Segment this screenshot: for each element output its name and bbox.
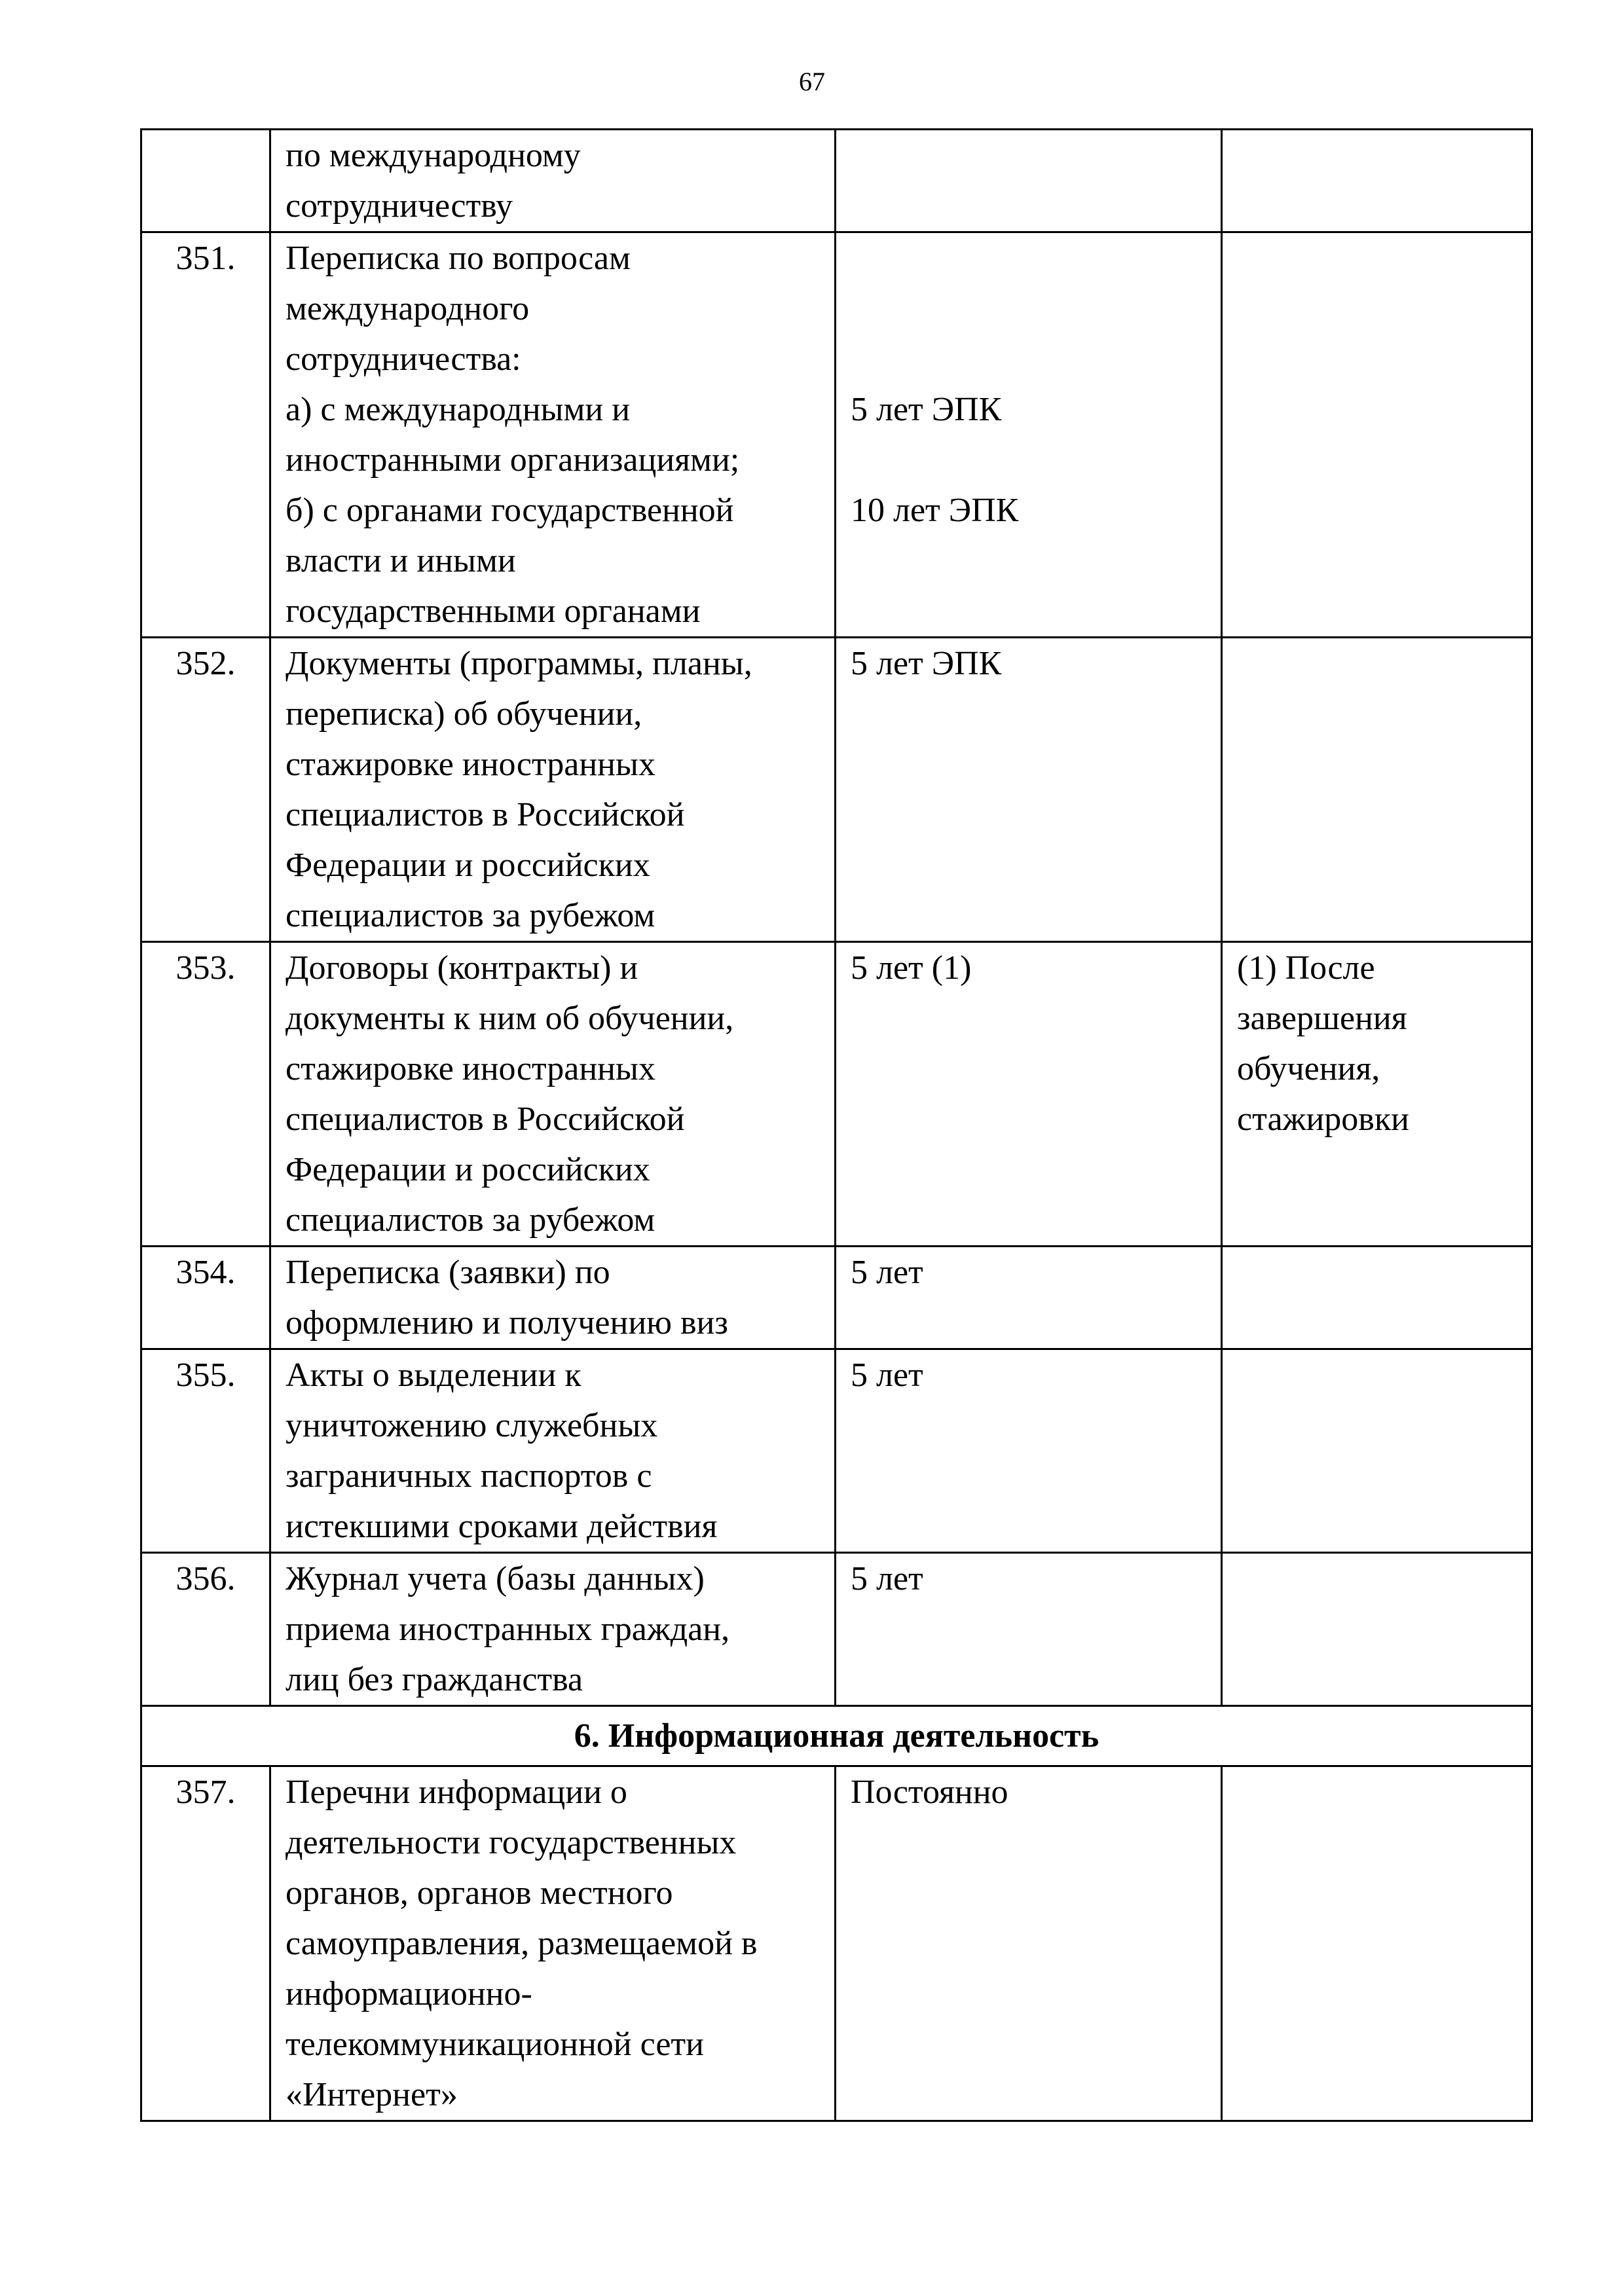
row-note bbox=[1222, 942, 1532, 1247]
row-number: 357. bbox=[141, 1766, 270, 2121]
table-row bbox=[141, 942, 1532, 1247]
term-line: 5 лет ЭПК bbox=[851, 645, 1002, 682]
retention-table bbox=[140, 128, 1533, 2122]
term-line: 5 лет bbox=[851, 1357, 923, 1394]
title-line: заграничных паспортов с bbox=[286, 1457, 652, 1495]
row-term bbox=[836, 232, 1222, 638]
title-line: истекшими сроками действия bbox=[286, 1508, 718, 1545]
title-line: сотрудничеству bbox=[286, 187, 513, 225]
note-line: стажировки bbox=[1237, 1101, 1409, 1138]
row-title bbox=[270, 1349, 836, 1553]
title-line: документы к ним об обучении, bbox=[286, 1000, 734, 1037]
row-note bbox=[1222, 1553, 1532, 1706]
row-title bbox=[270, 638, 836, 942]
row-note bbox=[1222, 1349, 1532, 1553]
row-term bbox=[836, 942, 1222, 1247]
row-note bbox=[1222, 1247, 1532, 1349]
title-line: Федерации и российских bbox=[286, 1151, 650, 1188]
row-term bbox=[836, 130, 1222, 232]
row-term bbox=[836, 1766, 1222, 2121]
row-term bbox=[836, 1349, 1222, 1553]
title-line: Журнал учета (базы данных) bbox=[286, 1560, 705, 1597]
title-line: оформлению и получению виз bbox=[286, 1304, 728, 1341]
title-line: переписка) об обучении, bbox=[286, 695, 642, 733]
title-line: органов, органов местного bbox=[286, 1874, 673, 1912]
term-line: 5 лет (1) bbox=[851, 949, 972, 987]
row-note bbox=[1222, 232, 1532, 638]
row-number: 353. bbox=[141, 942, 270, 1247]
section-row bbox=[141, 1706, 1532, 1766]
title-line: власти и иными bbox=[286, 542, 516, 579]
title-line: специалистов в Российской bbox=[286, 1101, 685, 1138]
title-line: самоуправления, размещаемой в bbox=[286, 1925, 758, 1962]
title-line: Федерации и российских bbox=[286, 847, 650, 884]
term-line: 5 лет bbox=[851, 1254, 923, 1291]
title-line: Перечни информации о bbox=[286, 1774, 627, 1811]
title-line: специалистов за рубежом bbox=[286, 1201, 655, 1239]
row-term bbox=[836, 1553, 1222, 1706]
row-number: 352. bbox=[141, 638, 270, 942]
row-number: 351. bbox=[141, 232, 270, 638]
page-number: 67 bbox=[799, 67, 825, 96]
row-term bbox=[836, 638, 1222, 942]
title-line: б) с органами государственной bbox=[286, 492, 734, 529]
row-title bbox=[270, 232, 836, 638]
row-term bbox=[836, 1247, 1222, 1349]
row-number: 354. bbox=[141, 1247, 270, 1349]
row-title bbox=[270, 1247, 836, 1349]
section-heading: 6. Информационная деятельность bbox=[141, 1706, 1532, 1766]
row-note bbox=[1222, 1766, 1532, 2121]
row-title bbox=[270, 1553, 836, 1706]
title-line: специалистов за рубежом bbox=[286, 897, 655, 934]
row-note bbox=[1222, 130, 1532, 232]
table-row bbox=[141, 1349, 1532, 1553]
note-line: завершения bbox=[1237, 1000, 1407, 1037]
title-line: специалистов в Российской bbox=[286, 796, 685, 833]
row-number: 355. bbox=[141, 1349, 270, 1553]
title-line: Документы (программы, планы, bbox=[286, 645, 752, 682]
title-line: Акты о выделении к bbox=[286, 1357, 581, 1394]
row-number bbox=[141, 130, 270, 232]
term-line: 5 лет ЭПК bbox=[851, 391, 1002, 428]
title-line: по международному bbox=[286, 137, 581, 174]
table-row bbox=[141, 1247, 1532, 1349]
term-line: Постоянно bbox=[851, 1774, 1008, 1811]
row-title bbox=[270, 130, 836, 232]
title-line: государственными органами bbox=[286, 592, 701, 630]
note-line: (1) После bbox=[1237, 949, 1375, 987]
title-line: уничтожению служебных bbox=[286, 1407, 658, 1444]
title-line: «Интернет» bbox=[286, 2076, 458, 2113]
table-row bbox=[141, 130, 1532, 232]
title-line: деятельности государственных bbox=[286, 1824, 737, 1861]
title-line: сотрудничества: bbox=[286, 340, 521, 378]
term-line: 5 лет bbox=[851, 1560, 923, 1597]
table-row bbox=[141, 232, 1532, 638]
title-line: лиц без гражданства bbox=[286, 1661, 583, 1698]
title-line: международного bbox=[286, 290, 530, 327]
title-line: а) с международными и bbox=[286, 391, 631, 428]
title-line: иностранными организациями; bbox=[286, 441, 740, 479]
note-line: обучения, bbox=[1237, 1050, 1380, 1087]
table-row bbox=[141, 638, 1532, 942]
title-line: Переписка по вопросам bbox=[286, 240, 631, 277]
term-line: 10 лет ЭПК bbox=[851, 492, 1019, 529]
title-line: информационно- bbox=[286, 1975, 532, 2013]
row-title bbox=[270, 942, 836, 1247]
title-line: Переписка (заявки) по bbox=[286, 1254, 610, 1291]
title-line: телекоммуникационной сети bbox=[286, 2026, 704, 2063]
title-line: стажировке иностранных bbox=[286, 1050, 655, 1087]
title-line: стажировке иностранных bbox=[286, 746, 655, 783]
table-row bbox=[141, 1766, 1532, 2121]
title-line: Договоры (контракты) и bbox=[286, 949, 638, 987]
table-row bbox=[141, 1553, 1532, 1706]
row-note bbox=[1222, 638, 1532, 942]
row-number: 356. bbox=[141, 1553, 270, 1706]
row-title bbox=[270, 1766, 836, 2121]
title-line: приема иностранных граждан, bbox=[286, 1611, 730, 1648]
